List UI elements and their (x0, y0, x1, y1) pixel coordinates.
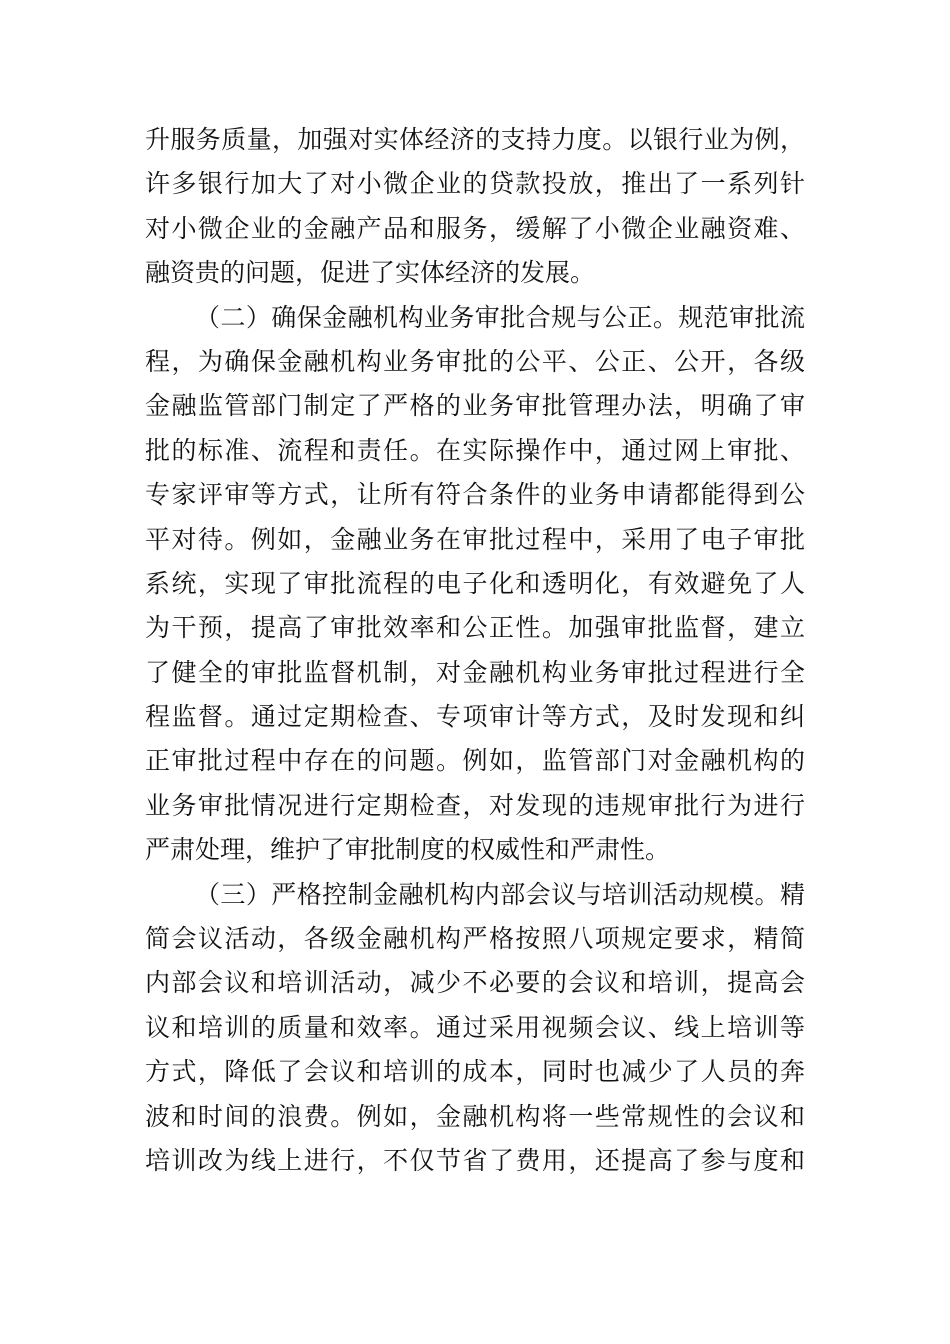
text-line: 融资贵的问题，促进了实体经济的发展。 (145, 258, 596, 288)
section-heading-2: （二）确保金融机构业务审批合规与公正。规范审批流 (195, 302, 805, 332)
text-line: 升服务质量，加强对实体经济的支持力度。以银行业为例， (145, 125, 805, 154)
text-line: 内部会议和培训活动，减少不必要的会议和培训，提高会 (145, 968, 805, 998)
text-line: 许多银行加大了对小微企业的贷款投放，推出了一系列针 (145, 169, 805, 199)
text-line: 专家评审等方式，让所有符合条件的业务申请都能得到公 (145, 480, 805, 510)
text-line: 程监督。通过定期检查、专项审计等方式，及时发现和纠 (145, 702, 805, 732)
text-line: 为干预，提高了审批效率和公正性。加强审批监督，建立 (145, 613, 805, 643)
body-text (145, 118, 805, 1183)
text-line: 程，为确保金融机构业务审批的公平、公正、公开，各级 (145, 346, 805, 376)
text-line: 系统，实现了审批流程的电子化和透明化，有效避免了人 (145, 568, 805, 598)
text-line: 对小微企业的金融产品和服务，缓解了小微企业融资难、 (145, 213, 805, 243)
text-line: 培训改为线上进行，不仅节省了费用，还提高了参与度和 (145, 1145, 805, 1175)
text-line: 金融监管部门制定了严格的业务审批管理办法，明确了审 (145, 391, 805, 421)
text-line: 平对待。例如，金融业务在审批过程中，采用了电子审批 (145, 524, 805, 554)
text-line: 方式，降低了会议和培训的成本，同时也减少了人员的奔 (145, 1057, 805, 1087)
text-line: 业务审批情况进行定期检查，对发现的违规审批行为进行 (145, 790, 805, 820)
section-heading-3: （三）严格控制金融机构内部会议与培训活动规模。精 (195, 879, 805, 909)
text-line: 正审批过程中存在的问题。例如，监管部门对金融机构的 (145, 746, 805, 776)
text-line: 波和时间的浪费。例如，金融机构将一些常规性的会议和 (145, 1101, 805, 1131)
text-line: 批的标准、流程和责任。在实际操作中，通过网上审批、 (145, 435, 805, 465)
text-line: 严肃处理，维护了审批制度的权威性和严肃性。 (145, 835, 671, 865)
text-line: 了健全的审批监督机制，对金融机构业务审批过程进行全 (145, 657, 805, 687)
text-line: 简会议活动，各级金融机构严格按照八项规定要求，精简 (145, 924, 805, 954)
text-line: 议和培训的质量和效率。通过采用视频会议、线上培训等 (145, 1012, 805, 1042)
